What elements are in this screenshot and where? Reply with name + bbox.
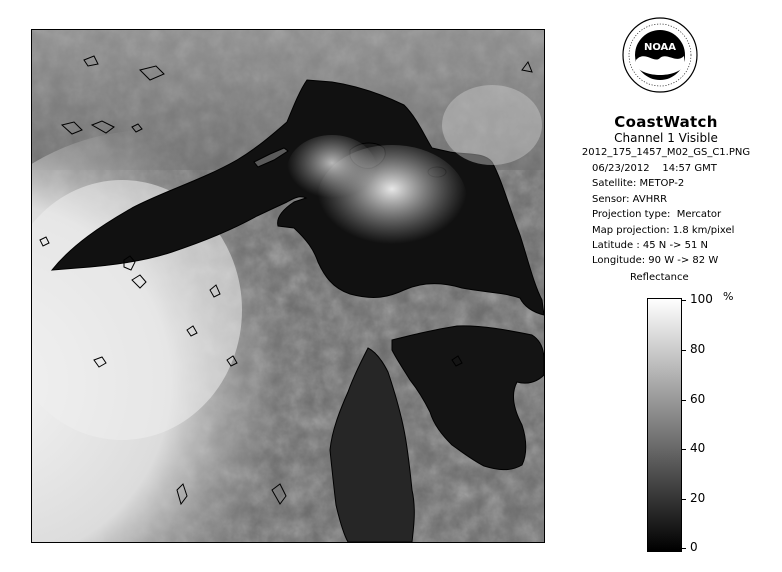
info-panel (555, 114, 777, 269)
colorbar-tick (681, 449, 686, 450)
colorbar-tick-label: 100 (690, 292, 713, 306)
colorbar-tick-label: 80 (690, 342, 706, 356)
colorbar-tick-label: 40 (690, 441, 706, 455)
colorbar-tick (681, 548, 686, 549)
satellite: Satellite: METOP-2 (592, 178, 685, 190)
colorbar-unit: % (723, 290, 734, 303)
metadata-list (555, 161, 777, 269)
satellite-image (31, 29, 545, 543)
map-projection: Map projection: 1.8 km/pixel (592, 224, 735, 236)
logo-text: NOAA (643, 42, 677, 53)
colorbar-tick-label: 20 (690, 491, 706, 505)
colorbar-tick (681, 499, 686, 500)
map-canvas (32, 30, 544, 542)
cloud-patch (287, 135, 377, 205)
colorbar-tick (681, 400, 686, 401)
reflectance-colorbar (647, 298, 682, 552)
colorbar-tick-label: 60 (690, 392, 706, 406)
cloud-northeast (442, 85, 542, 165)
brand-title: CoastWatch (614, 113, 718, 131)
projection-type: Projection type: Mercator (592, 209, 722, 221)
colorbar-tick (681, 350, 686, 351)
channel-label: Channel 1 Visible (614, 131, 718, 145)
sensor: Sensor: AVHRR (592, 193, 668, 205)
longitude-range: Longitude: 90 W -> 82 W (592, 255, 719, 267)
latitude-range: Latitude : 45 N -> 51 N (592, 240, 708, 252)
colorbar-tick-label: 0 (690, 540, 698, 554)
colorbar-tick (681, 300, 686, 301)
filename: 2012_175_1457_M02_GS_C1.PNG (581, 147, 751, 158)
datetime: 06/23/2012 14:57 GMT (592, 163, 717, 174)
colorbar-label: Reflectance (630, 272, 689, 283)
noaa-logo (621, 16, 699, 94)
